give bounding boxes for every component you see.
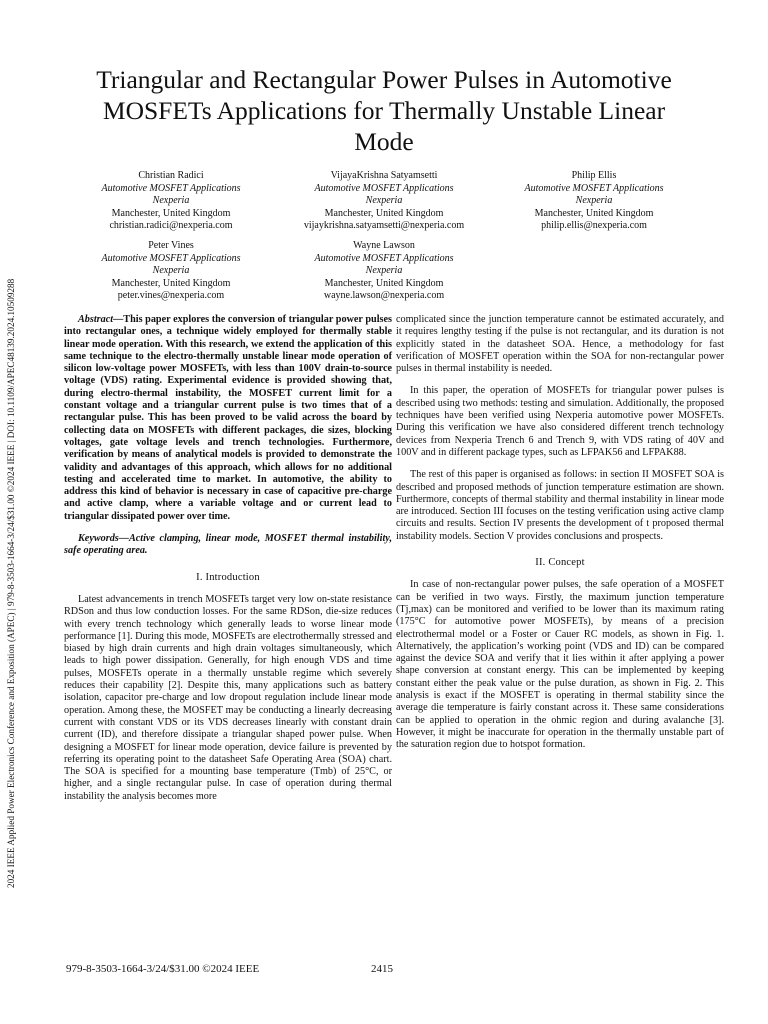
abstract-text: This paper explores the conversion of triangular power pulses into rectangular ones, a technique widely employed for thermally stable linear mode operation. With this research, we extend the application of this same technique to the electro-thermally unstable linear mode operation of silicon low-voltage power MOSFETs, with less than 100V drain-to-source voltage (VDS) rating. Experimental evidence is provided showing that, during electro-thermal instability, the MOSFET current limit for a constant voltage and a triangular current pulse is two times that of a rectangular pulse. This has been proved to be valid across the board by collecting data on MOSFETs with different packages, die sizes, blocking voltages, gate voltage levels and trench technologies. Furthermore, verification by means of analytical models is provided to demonstrate the validity and advantages of this approach, which allows for no additional testing and accelerated time to market. In automotive, the ability to address this kind of behavior is necessary in case of capacitive pre-charge and active clamp, where a variable voltage and or current lead to triangular dissipated power over time. [64,314,392,522]
author-block [66,240,276,303]
author-block [66,170,276,233]
author-affiliation: Automotive MOSFET Applications [314,252,454,264]
author-block [279,240,489,303]
paragraph: Latest advancements in trench MOSFETs target very low on-state resistance RDSon and thus low conduction losses. For the same RDSon, die-size reduces with every trench technology which generally leads to worse linear mode performance [1]. During this mode, MOSFETs are electrothermally stressed and biased by high drain currents and high drain voltages simultaneously, which leads to high power dissipation. Generally, for high enough VDS and time pulses, MOSFETs operate in a thermally unstable regime which severely reduces their capability [2]. Despite this, many applications such as battery isolation, capacitor pre-charge and low dropout regulation include linear mode operation. Among these, the MOSFET may be conducting a linearly decreasing current with constant VDS or its VDS decreases linearly with constant drain current (ID), and therefore dissipate a triangular shaped power pulse. When designing a MOSFET for linear mode operation, device failure is prevented by referring its operating point to the datasheet Safe Operating Area (SOA) chart. The SOA is specified for a mounting base temperature (Tmb) of 25°C, or higher, and a single rectangular pulse. In case of operation during thermal instability the analysis becomes more [64,593,392,802]
author-affiliation: Automotive MOSFET Applications [524,182,664,194]
author-location: Manchester, United Kingdom [111,277,231,289]
paragraph: In this paper, the operation of MOSFETs for triangular power pulses is described using two methods: testing and simulation. Additionally, the proposed techniques have been verified using Nexperia automotive power MOSFETs. During this verification we have also considered different trench technology devices from Nexperia Trench 6 and Trench 9, with VDS rating of 40V and 100V and in different package types, such as LFPAK56 and LFPAK88. [396,385,724,458]
side-note-text: 2024 IEEE Applied Power Electronics Conference and Exposition (APEC) | 979-8-3503-1664-3/24/$31.00 ©2024 IEEE | DOI: 10.1109/APEC48139.2024.10509288 [6,278,16,888]
section-heading: I. Introduction [196,571,260,583]
author-email[interactable]: peter.vines@nexperia.com [117,290,225,302]
author-name: VijayaKrishna Satyamsetti [330,170,438,181]
paper-title: Triangular and Rectangular Power Pulses in Automotive MOSFETs Applications for Thermally Unstable Linear Mode [96,65,672,156]
author-location: Manchester, United Kingdom [534,207,654,219]
author-location: Manchester, United Kingdom [111,207,231,219]
abstract-lead: Abstract— [78,314,124,325]
author-org: Nexperia [152,195,190,207]
author-email[interactable]: wayne.lawson@nexperia.com [323,290,445,302]
abstract [64,314,392,523]
section-heading: II. Concept [535,557,585,569]
paragraph: In case of non-rectangular power pulses, the safe operation of a MOSFET can be verified in two ways. Firstly, the maximum junction temperature (Tj,max) can be monitored and verified to be lower than its maximum rating (175°C for automotive power MOSFETs), by means of a precision electrothermal model or a Foster or Cauer RC models, as shown in Fig. 1. Alternatively, the application’s working point (VDS and ID) can be compared against the device SOA and verify that it lies within it after applying a power shape conversion at constant energy. This can be implemented by keeping constant either the peak value or the pulse duration, as shown in Fig. 2. This analysis is exact if the MOSFET is operating in thermal stability since the average die temperature is fairly constant across it. These same considerations can be applied to operation in the ohmic region and during avalanche [3]. However, it might be inaccurate for operation in the thermally unstable part of the saturation region due to hotspot formation. [396,579,724,751]
author-org: Nexperia [365,195,403,207]
author-org: Nexperia [152,265,190,277]
author-email[interactable]: philip.ellis@nexperia.com [541,220,647,232]
author-name: Peter Vines [148,240,194,251]
author-block [279,170,489,233]
author-org: Nexperia [575,195,613,207]
author-affiliation: Automotive MOSFET Applications [101,252,241,264]
author-name: Christian Radici [138,170,204,181]
author-name: Philip Ellis [571,170,617,181]
paragraph: The rest of this paper is organised as follows: in section II MOSFET SOA is described and proposed methods of junction temperature estimation are shown. Furthermore, concepts of thermal stability and thermal instability in linear mode are introduced. Section III focuses on the testing verification using active clamp circuits and results. Section IV presents the development of t proposed thermal instability models. Section V provides conclusions and prospects. [396,469,724,542]
left-column [64,314,392,813]
author-affiliation: Automotive MOSFET Applications [101,182,241,194]
paragraph: complicated since the junction temperature cannot be estimated accurately, and it requires lengthy testing if the pulse is not rectangular, and its duration is not explicitly stated in the datasheet SOA. Hence, a methodology for fast verification of MOSFET operation within the SOA for non-rectangular power pulses in thermal instability is needed. [396,314,724,375]
keywords: Keywords—Active clamping, linear mode, MOSFET thermal instability, safe operating area. [64,533,392,557]
right-column [396,314,724,762]
footer-copyright: 979-8-3503-1664-3/24/$31.00 ©2024 IEEE [66,963,260,975]
page-number: 2415 [371,963,393,975]
side-note [6,168,20,888]
author-affiliation: Automotive MOSFET Applications [314,182,454,194]
author-block [489,170,699,233]
author-email[interactable]: vijaykrishna.satyamsetti@nexperia.com [303,220,465,232]
author-org: Nexperia [365,265,403,277]
author-location: Manchester, United Kingdom [324,277,444,289]
author-name: Wayne Lawson [353,240,415,251]
author-email[interactable]: christian.radici@nexperia.com [109,220,233,232]
author-location: Manchester, United Kingdom [324,207,444,219]
